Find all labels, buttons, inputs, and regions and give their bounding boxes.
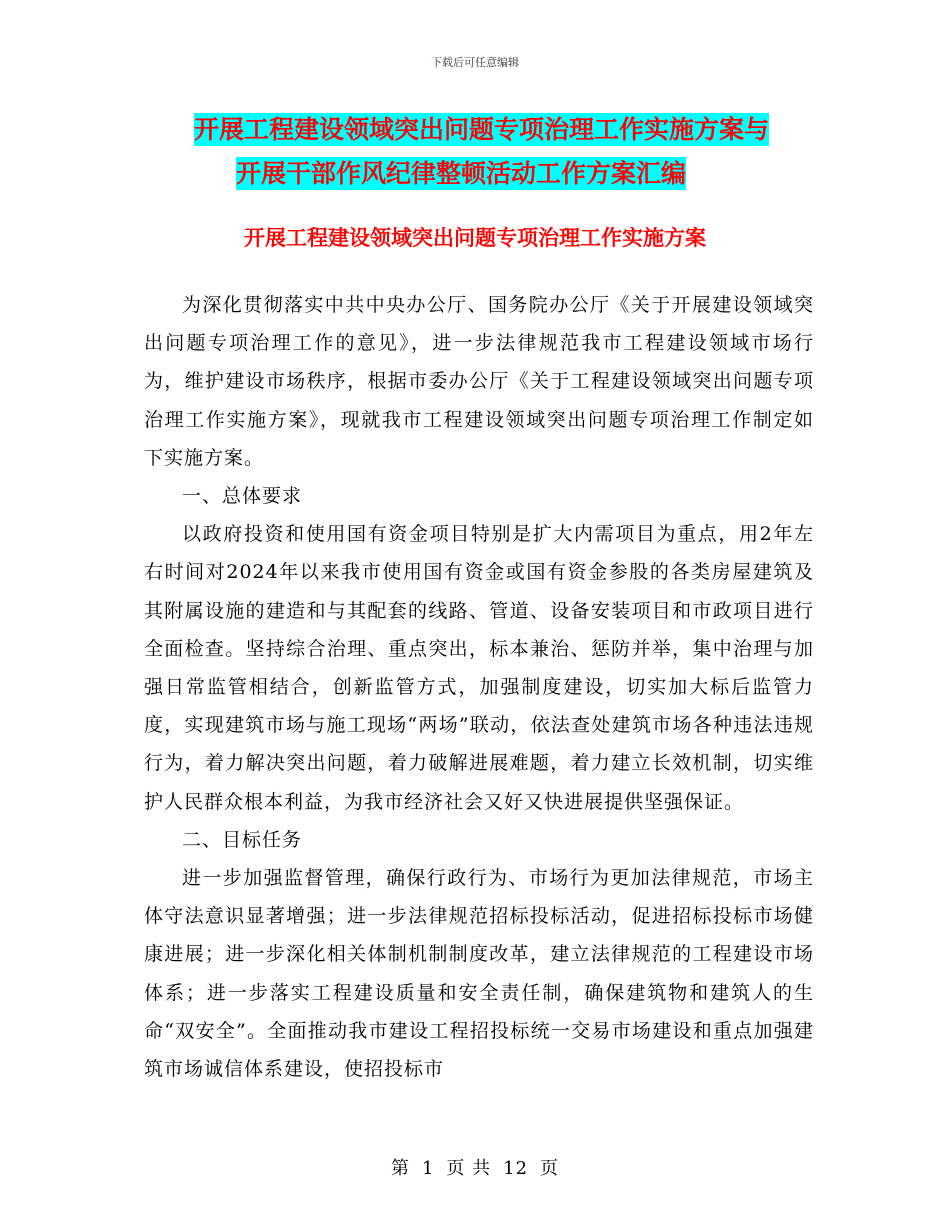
paragraph-intro: 为深化贯彻落实中共中央办公厅、国务院办公厅《关于开展建设领域突出问题专项治理工作的意见》，进一步法律规范我市工程建设领域市场行为，维护建设市场秩序，根据市委办公厅《关于工程建设领域突出问题专项治理工作实施方案》，现就我市工程建设领域突出问题专项治理工作制定如下实施方案。 xyxy=(144,294,814,469)
title-highlight-1: 开展工程建设领域突出问题专项治理工作实施方案与 xyxy=(194,115,770,144)
title-highlight-2: 开展干部作风纪律整顿活动工作方案汇编 xyxy=(236,159,687,188)
footer-suffix: 页 xyxy=(540,1158,560,1179)
footer-total-pages: 12 xyxy=(503,1158,529,1179)
section-title: 开展工程建设领域突出问题专项治理工作实施方案 xyxy=(244,226,706,250)
header-note: 下载后可任意编辑 xyxy=(431,56,519,69)
paragraph-general-requirements: 以政府投资和使用国有资金项目特别是扩大内需项目为重点，用2年左右时间对2024年以来我市使用国有资金或国有资金参股的各类房屋建筑及其附属设施的建造和与其配套的线路、管道、设备安装项目和市政项目进行全面检查。坚持综合治理、重点突出，标本兼治、惩防并举，集中治理与加强日常监管相结合，创新监管方式，加强制度建设，切实加大标后监管力度，实现建筑市场与施工现场“两场”联动，依法查处建筑市场各种违法违规行为，着力解决突出问题，着力破解进展难题，着力建立长效机制，切实维护人民群众根本利益，为我市经济社会又好又快进展提供坚强保证。 xyxy=(144,523,814,813)
heading-general-requirements: 一、总体要求 xyxy=(182,485,303,508)
paragraph-target-tasks: 进一步加强监督管理，确保行政行为、市场行为更加法律规范，市场主体守法意识显著增强；进一步法律规范招标投标活动，促进招标投标市场健康进展；进一步深化相关体制机制制度改革，建立法律规范的工程建设市场体系；进一步落实工程建设质量和安全责任制，确保建筑物和建筑人的生命“双安全”。全面推动我市建设工程招投标统一交易市场建设和重点加强建筑市场诚信体系建设，使招投标市 xyxy=(144,867,814,1081)
page-footer xyxy=(0,1154,950,1180)
heading-target-tasks: 二、目标任务 xyxy=(182,828,303,851)
footer-prefix: 第 xyxy=(390,1158,410,1179)
document-body xyxy=(144,286,814,1088)
footer-middle: 页 共 xyxy=(446,1158,492,1179)
document-title-line-2 xyxy=(0,158,950,190)
document-title-line-1 xyxy=(0,114,950,146)
footer-page-number: 1 xyxy=(421,1158,435,1179)
